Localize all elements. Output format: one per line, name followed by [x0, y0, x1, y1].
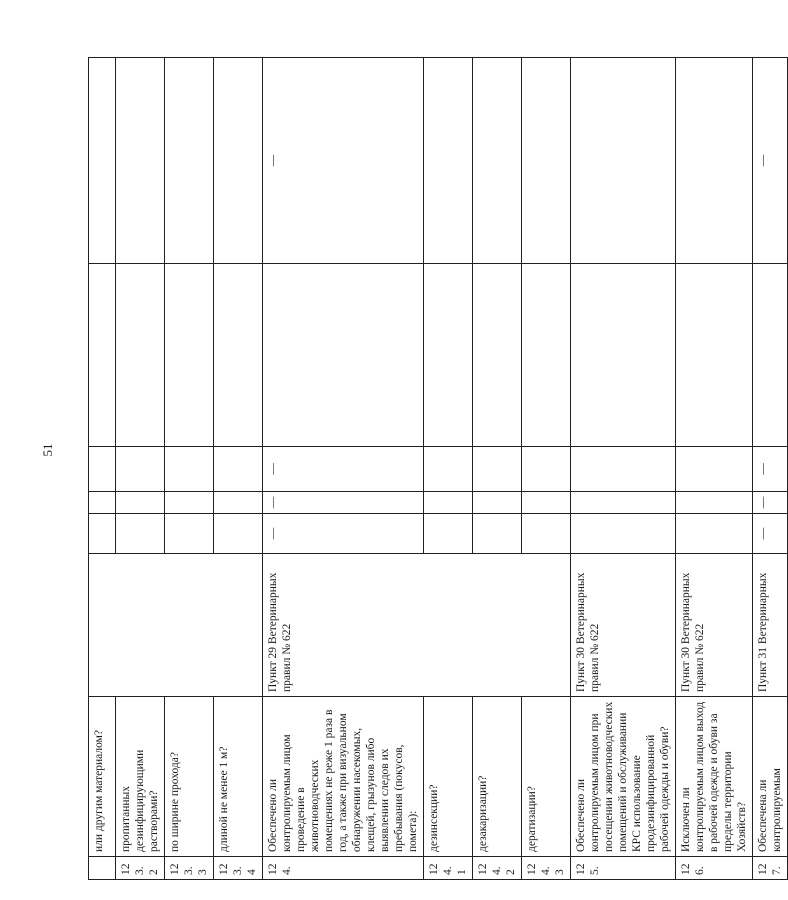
question-cell: Обеспечено ли контролируемым лицом проведение в животноводческих помещениях не реже 1 раза в год, а также при визуальном обнаружении насекомых, клещей, грызунов либо выявлении следов их пребывания (покусов, помета): [263, 697, 424, 857]
comment-cell [89, 58, 116, 264]
answer-na-cell [214, 447, 263, 492]
table-row [214, 58, 263, 880]
question-cell: пропитанных дезинфицирующими растворами? [116, 697, 165, 857]
question-cell: длиной не менее 1 м? [214, 697, 263, 857]
answer-na-cell [473, 447, 522, 492]
note-cell [89, 264, 116, 447]
answer-yes-cell [214, 514, 263, 554]
row-number: 123.3 [165, 857, 214, 880]
answer-yes-cell [165, 514, 214, 554]
answer-no-cell [165, 492, 214, 514]
answer-yes-cell [522, 514, 571, 554]
reference-cell [89, 554, 263, 697]
note-cell [473, 264, 522, 447]
comment-cell: — [263, 58, 424, 264]
question-cell: Обеспечено ли контролируемым лицом при посещении животноводческих помещений и обслуживании КРС использование продезинфицированной рабочей одежды и обуви? [571, 697, 676, 857]
comment-cell [214, 58, 263, 264]
note-cell [116, 264, 165, 447]
answer-yes-cell [473, 514, 522, 554]
question-cell: или другим материалом? [89, 697, 116, 857]
answer-na-cell: — [753, 447, 788, 492]
note-cell [214, 264, 263, 447]
checklist-table [88, 57, 788, 880]
table-row [263, 58, 424, 880]
answer-yes-cell [676, 514, 753, 554]
answer-na-cell [676, 447, 753, 492]
answer-no-cell [571, 492, 676, 514]
comment-cell [165, 58, 214, 264]
comment-cell [116, 58, 165, 264]
answer-no-cell [89, 492, 116, 514]
note-cell [753, 264, 788, 447]
question-cell: дератизации? [522, 697, 571, 857]
comment-cell: — [753, 58, 788, 264]
table-row [116, 58, 165, 880]
reference-cell: Пункт 30 Ветеринарных правил № 622 [571, 554, 676, 697]
reference-cell: Пункт 31 Ветеринарных [753, 554, 788, 697]
row-number: 124. [263, 857, 424, 880]
table-row [676, 58, 753, 880]
reference-cell: Пункт 30 Ветеринарных правил № 622 [676, 554, 753, 697]
row-number: 125. [571, 857, 676, 880]
page-number: 51 [40, 443, 55, 457]
comment-cell [676, 58, 753, 264]
answer-no-cell [676, 492, 753, 514]
answer-yes-cell [116, 514, 165, 554]
row-number: 124.2 [473, 857, 522, 880]
answer-na-cell: — [263, 447, 424, 492]
note-cell [571, 264, 676, 447]
answer-yes-cell: — [263, 514, 424, 554]
question-cell: Исключен ли контролируемым лицом выход в рабочей одежде и обуви за пределы территории Хозяйств? [676, 697, 753, 857]
row-number: 124.1 [424, 857, 473, 880]
row-number: 127. [753, 857, 788, 880]
answer-yes-cell [571, 514, 676, 554]
note-cell [165, 264, 214, 447]
row-number: 126. [676, 857, 753, 880]
question-cell: Обеспечена ли контролируемым [753, 697, 788, 857]
row-number: 123.2 [116, 857, 165, 880]
answer-no-cell [116, 492, 165, 514]
note-cell [676, 264, 753, 447]
row-number [89, 857, 116, 880]
question-cell: по ширине прохода? [165, 697, 214, 857]
answer-na-cell [571, 447, 676, 492]
question-cell: дезакаризации? [473, 697, 522, 857]
comment-cell [473, 58, 522, 264]
answer-no-cell [214, 492, 263, 514]
table-row [753, 58, 788, 880]
note-cell [424, 264, 473, 447]
comment-cell [571, 58, 676, 264]
table-row [522, 58, 571, 880]
answer-no-cell: — [753, 492, 788, 514]
table-row [89, 58, 116, 880]
answer-na-cell [165, 447, 214, 492]
question-cell: дезинсекции? [424, 697, 473, 857]
answer-na-cell [116, 447, 165, 492]
row-number: 124.3 [522, 857, 571, 880]
comment-cell [424, 58, 473, 264]
comment-cell [522, 58, 571, 264]
answer-na-cell [89, 447, 116, 492]
answer-no-cell: — [263, 492, 424, 514]
answer-no-cell [473, 492, 522, 514]
answer-no-cell [424, 492, 473, 514]
note-cell [522, 264, 571, 447]
note-cell [263, 264, 424, 447]
table-row [165, 58, 214, 880]
row-number: 123.4 [214, 857, 263, 880]
answer-yes-cell [424, 514, 473, 554]
table-row [473, 58, 522, 880]
answer-na-cell [522, 447, 571, 492]
answer-yes-cell [89, 514, 116, 554]
answer-yes-cell: — [753, 514, 788, 554]
table-row [571, 58, 676, 880]
table-row [424, 58, 473, 880]
answer-na-cell [424, 447, 473, 492]
reference-cell: Пункт 29 Ветеринарных правил № 622 [263, 554, 571, 697]
answer-no-cell [522, 492, 571, 514]
